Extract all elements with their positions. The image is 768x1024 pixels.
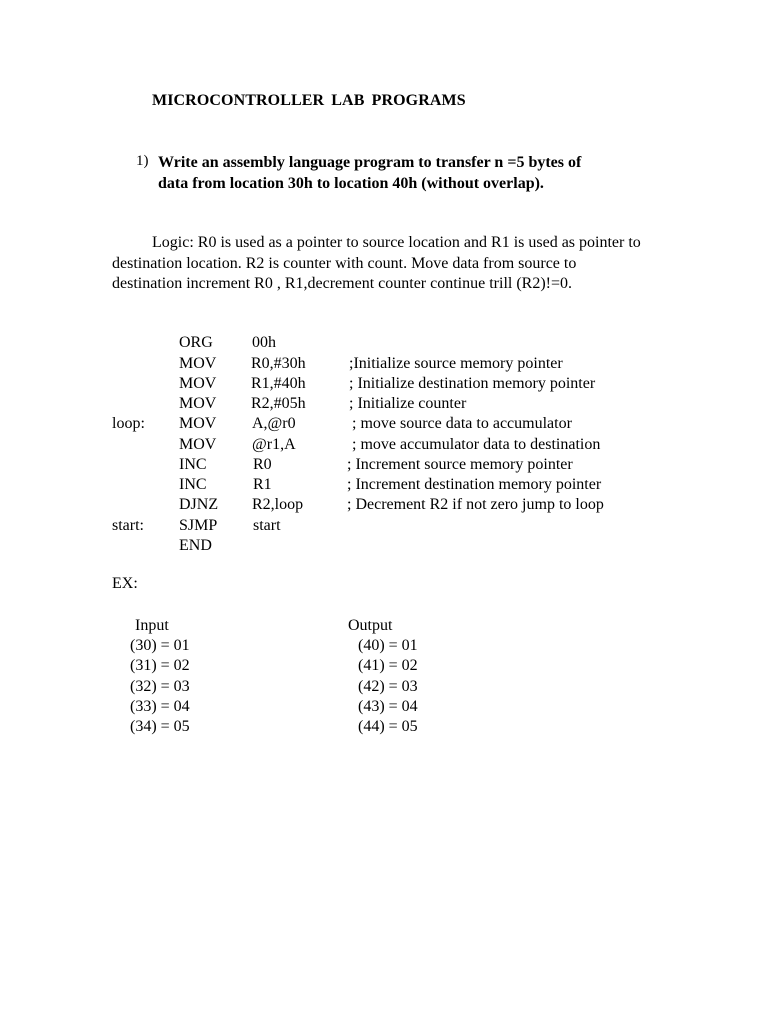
code-label: start: [112,517,144,534]
code-operand: R2,#05h [251,395,306,412]
output-row: (44) = 05 [358,718,418,735]
code-op: INC [179,456,207,473]
code-operand: A,@r0 [252,415,296,432]
code-operand: start [253,517,281,534]
logic-paragraph [112,233,642,295]
input-header: Input [135,617,169,634]
code-operand: R0,#30h [251,355,306,372]
code-comment: ; move accumulator data to destination [352,436,601,453]
code-op: ORG [179,334,213,351]
output-row: (40) = 01 [358,637,418,654]
code-operand: R0 [253,456,272,473]
output-row: (43) = 04 [358,698,418,715]
code-operand: R1,#40h [251,375,306,392]
code-op: MOV [179,415,217,432]
code-operand: 00h [252,334,276,351]
question-line-2: data from location 30h to location 40h (without overlap). [158,175,544,192]
question-line-1: Write an assembly language program to transfer n =5 bytes of [158,154,582,171]
code-comment: ; Increment source memory pointer [347,456,573,473]
input-row: (34) = 05 [130,718,190,735]
input-row: (32) = 03 [130,678,190,695]
code-op: SJMP [179,517,218,534]
code-comment: ; move source data to accumulator [352,415,572,432]
code-comment: ; Increment destination memory pointer [347,476,602,493]
question-number: 1) [136,153,149,169]
code-op: END [179,537,212,554]
page-title: MICROCONTROLLER LAB PROGRAMS [152,92,466,109]
code-label: loop: [112,415,145,432]
logic-text: Logic: R0 is used as a pointer to source location and R1 is used as pointer to destination location. R2 is counter with count. Move data from source to destination increment R0 , R1,decrement counter continue trill (R2)!=0. [112,234,641,292]
example-label: EX: [112,575,138,592]
input-row: (33) = 04 [130,698,190,715]
code-op: DJNZ [179,496,219,513]
input-row: (31) = 02 [130,657,190,674]
code-comment: ; Initialize destination memory pointer [349,375,596,392]
code-comment: ; Initialize counter [349,395,467,412]
output-row: (41) = 02 [358,657,418,674]
question-text [158,152,581,194]
output-row: (42) = 03 [358,678,418,695]
code-operand: R2,loop [252,496,304,513]
code-comment: ;Initialize source memory pointer [349,355,563,372]
input-row: (30) = 01 [130,637,190,654]
code-operand: R1 [253,476,272,493]
code-op: INC [179,476,207,493]
code-comment: ; Decrement R2 if not zero jump to loop [347,496,604,513]
code-op: MOV [179,375,217,392]
code-op: MOV [179,395,217,412]
output-header: Output [348,617,393,634]
code-operand: @r1,A [252,436,296,453]
code-op: MOV [179,436,217,453]
code-op: MOV [179,355,217,372]
